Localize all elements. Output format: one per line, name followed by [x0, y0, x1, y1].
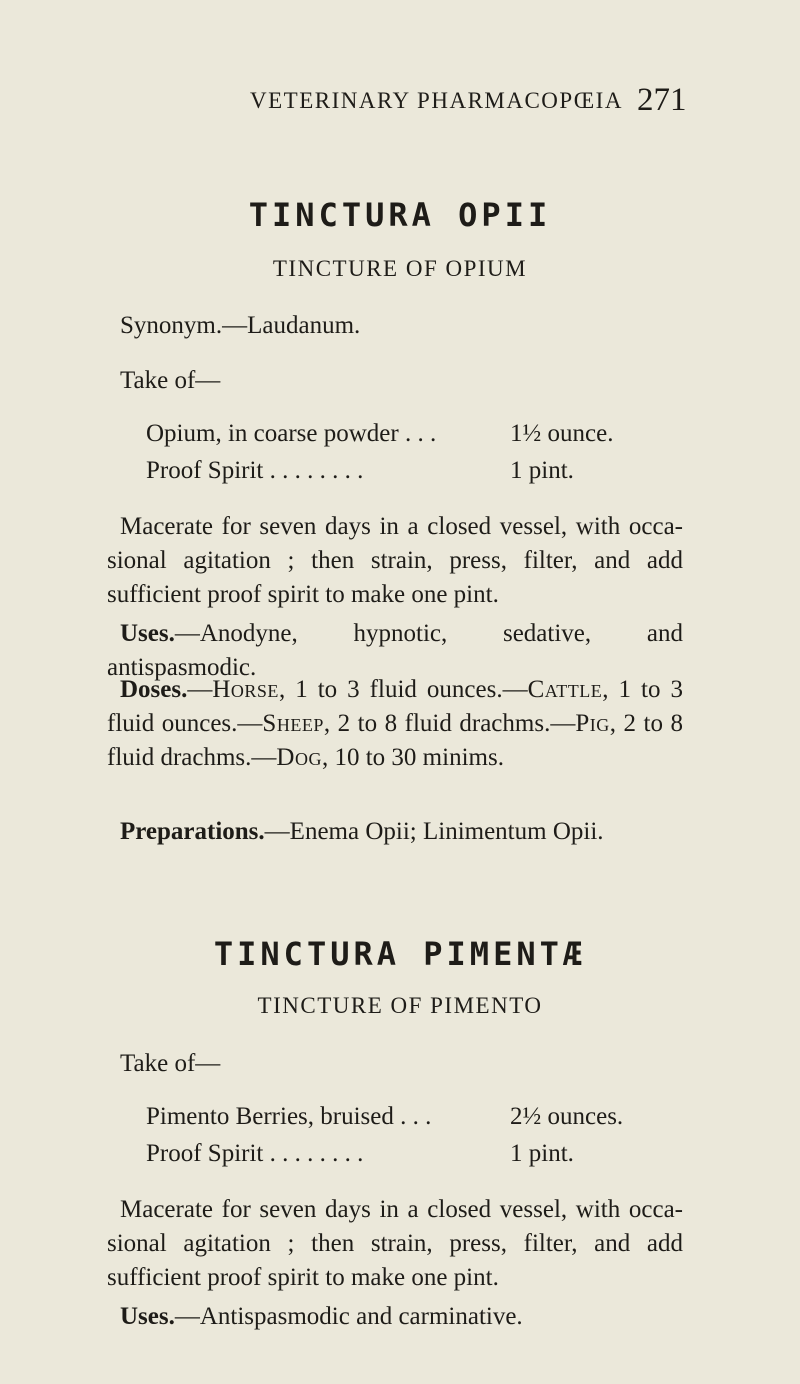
- section1-ingredient-name: Proof Spirit . . . . . . . .: [146, 457, 364, 484]
- dose-animal: Cattle: [527, 676, 603, 703]
- dose-animal: Horse: [212, 676, 279, 703]
- section2-uses-label: Uses.: [120, 1303, 175, 1330]
- section2-subtitle: TINCTURE OF PIMENTO: [257, 993, 543, 1018]
- section1-ingredient-amount: 1 pint.: [510, 457, 574, 484]
- section2-take-of: Take of—: [120, 1050, 221, 1077]
- section1-uses-label: Uses.: [120, 620, 175, 647]
- running-head-title: VETERINARY PHARMACOPŒIA: [250, 88, 623, 113]
- section2-uses: [107, 1300, 683, 1334]
- dose-amount: , 2 to 8 fluid drachms.—: [107, 710, 684, 771]
- section1-preparations-label: Preparations.: [120, 818, 265, 845]
- section2-method: Macerate for seven days in a closed vessel, with occa-sional agitation ; then strain, press, filter, and add sufficient proof spirit to make one pint.: [107, 1196, 683, 1291]
- section1-preparations: [107, 815, 683, 849]
- section2-title: TINCTURA PIMENTÆ: [213, 935, 587, 973]
- section2-ingredient-name: Proof Spirit . . . . . . . .: [146, 1140, 364, 1167]
- section1-title: TINCTURA OPII: [248, 196, 552, 234]
- section1-preparations-text: —Enema Opii; Linimentum Opii.: [264, 818, 604, 845]
- running-head: [0, 82, 800, 128]
- section2-ingredient-name: Pimento Berries, bruised . . .: [146, 1103, 432, 1130]
- section1-ingredient-amount: 1½ ounce.: [510, 420, 614, 447]
- section1-synonym: Synonym.—Laudanum.: [120, 312, 361, 339]
- dose-animal: Pig: [575, 710, 610, 737]
- dose-amount: , 10 to 30 minims.: [321, 744, 504, 771]
- section1-subtitle: TINCTURE OF OPIUM: [272, 256, 528, 281]
- section1-uses-text: —Anodyne, hypnotic, sedative, and antispasmodic.: [107, 620, 683, 681]
- dose-animal: Dog: [276, 744, 322, 771]
- section2-uses-text: —Antispasmodic and carminative.: [174, 1303, 523, 1330]
- dose-amount: , 1 to 3 fluid ounces.—: [278, 676, 528, 703]
- section1-method: Macerate for seven days in a closed vessel, with occa-sional agitation ; then strain, press, filter, and add sufficient proof spirit to make one pint.: [107, 513, 683, 608]
- section1-doses-label: Doses.: [120, 676, 188, 703]
- section2-ingredient-amount: 1 pint.: [510, 1140, 574, 1167]
- page-number: 271: [637, 82, 687, 118]
- dose-amount: , 2 to 8 fluid drachms.—: [323, 710, 576, 737]
- dose-animal: Sheep: [262, 710, 324, 737]
- section1-take-of: Take of—: [120, 367, 221, 394]
- section2-ingredient-amount: 2½ ounces.: [510, 1103, 624, 1130]
- dose-amount: , 1 to 3 fluid ounces.—: [107, 676, 683, 737]
- section1-doses: Doses.—Horse, 1 to 3 fluid ounces.—Cattle, 1 to 3 fluid ounces.—Sheep, 2 to 8 fluid drachms.—Pig, 2 to 8 fluid drachms.—Dog, 10 to 30 minims.: [107, 676, 684, 771]
- section1-ingredient-name: Opium, in coarse powder . . .: [146, 420, 437, 447]
